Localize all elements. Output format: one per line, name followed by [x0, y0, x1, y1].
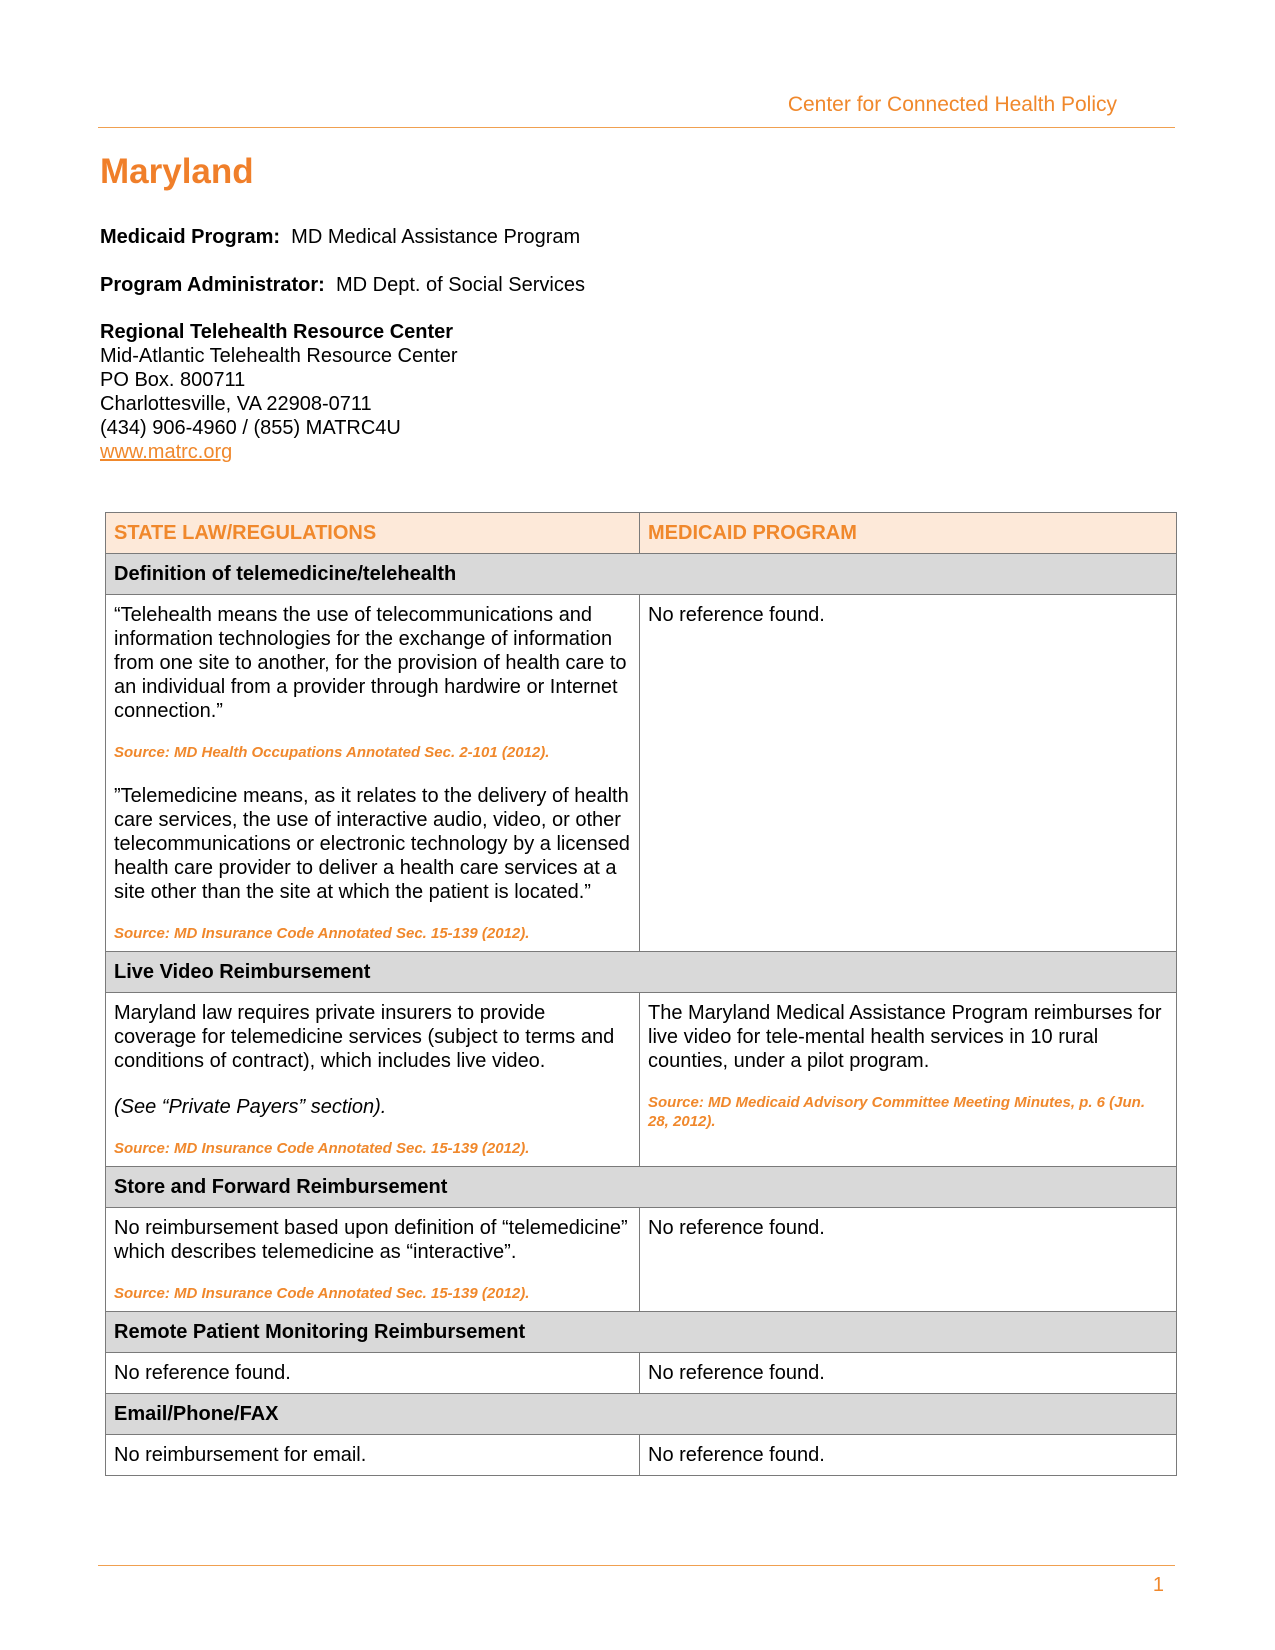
- column-header-medicaid: MEDICAID PROGRAM: [640, 513, 1177, 554]
- definition-medicaid-text: No reference found.: [648, 604, 825, 626]
- definition-law-text-2: ”Telemedicine means, as it relates to the delivery of health care services, the use of interactive audio, video, or other telecommunications or electronic technology by a licensed health care provider to deliver a health care services at a site other than the site at which the patient is located.”: [114, 785, 630, 903]
- store-forward-law-cell: [106, 1208, 640, 1312]
- live-video-medicaid-cell: [640, 993, 1177, 1167]
- section-email-title: Email/Phone/FAX: [106, 1394, 1177, 1435]
- table-row: [106, 1353, 1177, 1394]
- section-row: [106, 1394, 1177, 1435]
- live-video-law-text-1: Maryland law requires private insurers to provide coverage for telemedicine services (subject to terms and conditions of contract), which includes live video.: [114, 1002, 615, 1072]
- table-header-row: [106, 513, 1177, 554]
- section-live-video-title: Live Video Reimbursement: [106, 952, 1177, 993]
- medicaid-program-line: [100, 225, 580, 249]
- definition-law-cell: [106, 595, 640, 952]
- medicaid-program-label: Medicaid Program:: [100, 226, 281, 248]
- program-administrator-value: MD Dept. of Social Services: [335, 274, 585, 296]
- section-row: [106, 1312, 1177, 1353]
- section-row: [106, 952, 1177, 993]
- resource-center-city: Charlottesville, VA 22908-0711: [100, 393, 372, 415]
- column-header-state-law: STATE LAW/REGULATIONS: [106, 513, 640, 554]
- live-video-medicaid-text: The Maryland Medical Assistance Program reimburses for live video for tele-mental health services in 10 rural counties, under a pilot program.: [648, 1002, 1162, 1072]
- table-row: [106, 1435, 1177, 1476]
- email-law-cell: No reimbursement for email.: [106, 1435, 640, 1476]
- section-row: [106, 1167, 1177, 1208]
- rpm-law-cell: No reference found.: [106, 1353, 640, 1394]
- resource-center-po-box: PO Box. 800711: [100, 369, 246, 391]
- resource-center-block: [100, 320, 458, 464]
- header-divider: [98, 127, 1175, 128]
- table-row: [106, 595, 1177, 952]
- section-rpm-title: Remote Patient Monitoring Reimbursement: [106, 1312, 1177, 1353]
- program-administrator-line: [100, 273, 585, 297]
- section-definition-title: Definition of telemedicine/telehealth: [106, 554, 1177, 595]
- resource-center-heading: Regional Telehealth Resource Center: [100, 321, 454, 343]
- policy-table: [105, 512, 1177, 1476]
- footer-divider: [98, 1565, 1175, 1566]
- live-video-law-source: Source: MD Insurance Code Annotated Sec. 15-139 (2012).: [114, 1140, 530, 1157]
- definition-medicaid-cell: [640, 595, 1177, 952]
- table-row: [106, 993, 1177, 1167]
- live-video-medicaid-source: Source: MD Medicaid Advisory Committee Meeting Minutes, p. 6 (Jun. 28, 2012).: [648, 1094, 1146, 1130]
- store-forward-medicaid-text: No reference found.: [648, 1217, 825, 1239]
- resource-center-phone: (434) 906-4960 / (855) MATRC4U: [100, 417, 401, 439]
- section-row: [106, 554, 1177, 595]
- header-organization: Center for Connected Health Policy: [787, 93, 1117, 116]
- page-number: 1: [1152, 1574, 1164, 1596]
- page-title: Maryland: [100, 152, 254, 191]
- table-row: [106, 1208, 1177, 1312]
- email-medicaid-cell: No reference found.: [640, 1435, 1177, 1476]
- program-administrator-label: Program Administrator:: [100, 274, 325, 296]
- section-store-forward-title: Store and Forward Reimbursement: [106, 1167, 1177, 1208]
- live-video-law-cell: [106, 993, 640, 1167]
- definition-law-text-1: “Telehealth means the use of telecommunications and information technologies for the exchange of information from one site to another, for the provision of health care to an individual from a provider through hardwire or Internet connection.”: [114, 604, 627, 722]
- live-video-law-text-2: (See “Private Payers” section).: [114, 1096, 387, 1118]
- definition-law-source-1: Source: MD Health Occupations Annotated Sec. 2-101 (2012).: [114, 744, 550, 761]
- store-forward-law-text: No reimbursement based upon definition of “telemedicine” which describes telemedicine as “interactive”.: [114, 1217, 628, 1263]
- store-forward-medicaid-cell: [640, 1208, 1177, 1312]
- resource-center-name: Mid-Atlantic Telehealth Resource Center: [100, 345, 458, 367]
- medicaid-program-value: MD Medical Assistance Program: [291, 226, 581, 248]
- definition-law-source-2: Source: MD Insurance Code Annotated Sec. 15-139 (2012).: [114, 925, 530, 942]
- store-forward-law-source: Source: MD Insurance Code Annotated Sec. 15-139 (2012).: [114, 1285, 530, 1302]
- resource-center-link[interactable]: www.matrc.org: [100, 441, 233, 463]
- rpm-medicaid-cell: No reference found.: [640, 1353, 1177, 1394]
